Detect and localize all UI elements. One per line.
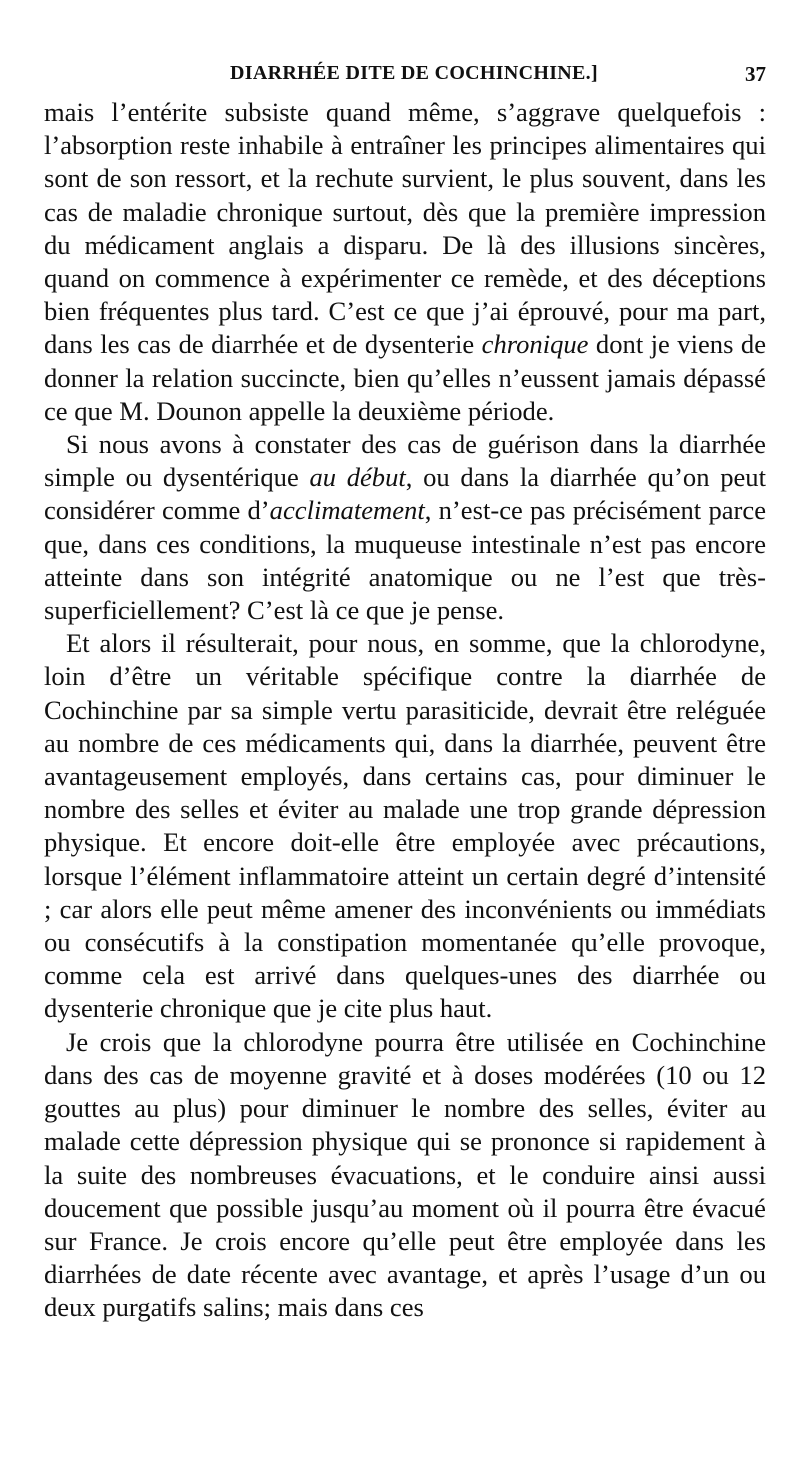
- italic-text-run: acclimatement: [269, 495, 425, 526]
- body-text: [44, 96, 766, 1325]
- page-number: 37: [745, 62, 766, 86]
- paragraph: [44, 1026, 766, 1325]
- text-run: Et alors il résulterait, pour nous, en somme, que la chlorodyne, loin d’être un véritable spécifique contre la diarrhée de Cochinchine par sa simple vertu parasiticide, devrait être reléguée au nombre de ces médicaments qui, dans la diarrhée, peuvent être avantageusement employés, dans certains cas, pour diminuer le nombre des selles et éviter au malade une trop grande dépression physique. Et encore doit-elle être employée avec précautions, lorsque l’élément inflammatoire atteint un certain degré d’intensité ; car alors elle peut même amener des inconvénients ou immédiats ou consécutifs à la constipation momentanée qu’elle provoque, comme cela est arrivé dans quelques-unes des diarrhée ou dysenterie chronique que je cite plus haut.: [44, 628, 766, 1024]
- italic-text-run: chronique: [481, 329, 589, 360]
- running-head: DIARRHÉE DITE DE COCHINCHINE.]: [230, 62, 598, 84]
- text-run: Si nous avons à constater des cas de guérison dans la diarrhée simple ou dysentérique: [44, 429, 766, 493]
- paragraph: [44, 627, 766, 1025]
- paragraph: [44, 96, 766, 428]
- page-header: [44, 58, 766, 92]
- text-run: Je crois que la chlorodyne pourra être utilisée en Cochinchine dans des cas de moyenne gravité et à doses modérées (10 ou 12 gouttes au plus) pour diminuer le nombre des selles, éviter au malade cette dépression physique qui se prononce si rapidement à la suite des nombreuses évacuations, et le conduire ainsi aussi doucement que possible jusqu’au moment où il pourra être évacué sur France. Je crois encore qu’elle peut être employée dans les diarrhées de date récente avec avantage, et après l’usage d’un ou deux purgatifs salins; mais dans ces: [44, 1026, 766, 1323]
- text-run: mais l’entérite subsiste quand même, s’aggrave quelquefois : l’absorption reste inhabile à entraîner les principes alimentaires qui sont de son ressort, et la rechute survient, le plus souvent, dans les cas de maladie chronique surtout, dès que la première impression du médicament anglais a disparu. De là des illusions sincères, quand on commence à expérimenter ce remède, et des déceptions bien fréquentes plus tard. C’est ce que j’ai éprouvé, pour ma part, dans les cas de diarrhée et de dysenterie: [44, 97, 766, 360]
- text-run: , n’est-ce pas précisément parce que, dans ces conditions, la muqueuse intestinale n’est pas encore atteinte dans son intégrité anatomique ou ne l’est que très-superficiellement? C’est là ce que je pense.: [44, 495, 767, 626]
- text-run: dont je viens de donner la relation succincte, bien qu’elles n’eussent jamais dépassé ce que M. Dounon appelle la deuxième période.: [44, 329, 766, 426]
- italic-text-run: au début: [309, 462, 406, 493]
- text-run: , ou dans la diarrhée qu’on peut considérer comme d’: [44, 462, 766, 526]
- paragraph: [44, 428, 766, 627]
